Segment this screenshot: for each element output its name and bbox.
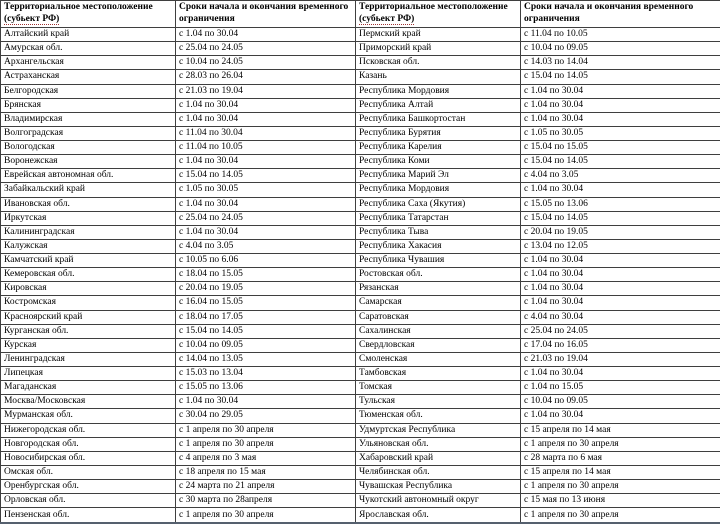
dates-cell: с 10.05 по 6.06 bbox=[176, 254, 356, 268]
region-cell: Амурская обл. bbox=[1, 42, 176, 56]
dates-cell: с 16.04 по 15.05 bbox=[176, 296, 356, 310]
dates-cell: с 10.04 по 09.05 bbox=[176, 338, 356, 352]
table-row bbox=[1, 423, 720, 437]
dates-cell: с 15 апреля по 14 мая bbox=[521, 465, 720, 479]
region-cell: Астраханская bbox=[1, 70, 176, 84]
dates-cell: с 1 апреля по 30 апреля bbox=[176, 437, 356, 451]
dates-cell: с 11.04 по 30.04 bbox=[176, 126, 356, 140]
region-cell: Республика Башкортостан bbox=[356, 112, 521, 126]
dates-cell: с 1.04 по 30.04 bbox=[521, 254, 720, 268]
header-location-right-line1: Территориальное местоположение bbox=[359, 2, 508, 12]
table-row bbox=[1, 56, 720, 70]
region-cell: Иркутская bbox=[1, 211, 176, 225]
dates-cell: с 1.04 по 30.04 bbox=[521, 98, 720, 112]
dates-cell: с 1.04 по 30.04 bbox=[521, 296, 720, 310]
region-cell: Омская обл. bbox=[1, 465, 176, 479]
table-row bbox=[1, 239, 720, 253]
table-row bbox=[1, 381, 720, 395]
dates-cell: с 25.04 по 24.05 bbox=[176, 211, 356, 225]
table-row bbox=[1, 395, 720, 409]
region-cell: Москва/Московская bbox=[1, 395, 176, 409]
header-location-left-line1: Территориальное местоположение bbox=[4, 2, 153, 12]
region-cell: Республика Хакасия bbox=[356, 239, 521, 253]
table-row bbox=[1, 437, 720, 451]
header-location-right-line2: (субьект РФ) bbox=[359, 14, 415, 24]
dates-cell: с 21.03 по 19.04 bbox=[521, 352, 720, 366]
region-cell: Орловская обл. bbox=[1, 494, 176, 508]
region-cell: Самарская bbox=[356, 296, 521, 310]
dates-cell: с 4.04 по 3.05 bbox=[176, 239, 356, 253]
dates-cell: с 1.04 по 30.04 bbox=[176, 395, 356, 409]
table-body bbox=[1, 28, 720, 524]
table-row bbox=[1, 254, 720, 268]
dates-cell: с 4.04 по 3.05 bbox=[521, 169, 720, 183]
dates-cell: с 1.04 по 30.04 bbox=[176, 28, 356, 42]
region-cell: Кемеровская обл. bbox=[1, 268, 176, 282]
region-cell: Костромская bbox=[1, 296, 176, 310]
region-cell: Вологодская bbox=[1, 141, 176, 155]
dates-cell: с 1.04 по 30.04 bbox=[521, 112, 720, 126]
dates-cell: с 4.04 по 30.04 bbox=[521, 310, 720, 324]
region-cell: Удмуртская Республика bbox=[356, 423, 521, 437]
region-cell: Белгородская bbox=[1, 84, 176, 98]
region-cell: Пензенская обл. bbox=[1, 508, 176, 523]
region-cell: Тамбовская bbox=[356, 367, 521, 381]
dates-cell: с 15.04 по 14.05 bbox=[521, 70, 720, 84]
region-cell: Чувашская Республика bbox=[356, 480, 521, 494]
table-row bbox=[1, 324, 720, 338]
table-row bbox=[1, 155, 720, 169]
dates-cell: с 4 апреля по 3 мая bbox=[176, 451, 356, 465]
region-cell: Республика Тыва bbox=[356, 225, 521, 239]
region-cell: Хабаровский край bbox=[356, 451, 521, 465]
dates-cell: с 28.03 по 26.04 bbox=[176, 70, 356, 84]
dates-cell: с 1.04 по 30.04 bbox=[176, 112, 356, 126]
region-cell: Владимирская bbox=[1, 112, 176, 126]
region-cell: Брянская bbox=[1, 98, 176, 112]
region-cell: Рязанская bbox=[356, 282, 521, 296]
region-cell: Свердловская bbox=[356, 338, 521, 352]
dates-cell: с 1.05 по 30.05 bbox=[176, 183, 356, 197]
region-cell: Республика Мордовия bbox=[356, 183, 521, 197]
dates-cell: с 1 апреля по 30 апреля bbox=[521, 508, 720, 523]
dates-cell: с 15.04 по 14.05 bbox=[176, 324, 356, 338]
table-row bbox=[1, 70, 720, 84]
dates-cell: с 14.03 по 14.04 bbox=[521, 56, 720, 70]
dates-cell: с 17.04 по 16.05 bbox=[521, 338, 720, 352]
region-cell: Курганская обл. bbox=[1, 324, 176, 338]
dates-cell: с 18.04 по 15.05 bbox=[176, 268, 356, 282]
table-row bbox=[1, 211, 720, 225]
table-row bbox=[1, 268, 720, 282]
table-row bbox=[1, 508, 720, 523]
region-cell: Республика Бурятия bbox=[356, 126, 521, 140]
dates-cell: с 1.04 по 30.04 bbox=[521, 183, 720, 197]
region-cell: Мурманская обл. bbox=[1, 409, 176, 423]
table-row bbox=[1, 126, 720, 140]
region-cell: Тюменская обл. bbox=[356, 409, 521, 423]
region-cell: Липецкая bbox=[1, 367, 176, 381]
dates-cell: с 28 марта по 6 мая bbox=[521, 451, 720, 465]
region-cell: Ивановская обл. bbox=[1, 197, 176, 211]
dates-cell: с 25.04 по 24.05 bbox=[176, 42, 356, 56]
region-cell: Республика Коми bbox=[356, 155, 521, 169]
table-row bbox=[1, 352, 720, 366]
dates-cell: с 15 мая по 13 июня bbox=[521, 494, 720, 508]
table-row bbox=[1, 338, 720, 352]
table-row bbox=[1, 480, 720, 494]
region-cell: Кировская bbox=[1, 282, 176, 296]
dates-cell: с 15.05 по 13.06 bbox=[176, 381, 356, 395]
region-cell: Пермский край bbox=[356, 28, 521, 42]
table-row bbox=[1, 451, 720, 465]
dates-cell: с 1.04 по 30.04 bbox=[521, 282, 720, 296]
dates-cell: с 18 апреля по 15 мая bbox=[176, 465, 356, 479]
region-cell: Приморский край bbox=[356, 42, 521, 56]
region-cell: Республика Марий Эл bbox=[356, 169, 521, 183]
region-cell: Волгоградская bbox=[1, 126, 176, 140]
region-cell: Калужская bbox=[1, 239, 176, 253]
dates-cell: с 21.03 по 19.04 bbox=[176, 84, 356, 98]
dates-cell: с 1.04 по 30.04 bbox=[521, 367, 720, 381]
table-row bbox=[1, 112, 720, 126]
dates-cell: с 1 апреля по 30 апреля bbox=[521, 480, 720, 494]
region-cell: Забайкальский край bbox=[1, 183, 176, 197]
region-cell: Республика Мордовия bbox=[356, 84, 521, 98]
dates-cell: с 11.04 по 10.05 bbox=[176, 141, 356, 155]
region-cell: Псковская обл. bbox=[356, 56, 521, 70]
dates-cell: с 11.04 по 10.05 bbox=[521, 28, 720, 42]
dates-cell: с 10.04 по 24.05 bbox=[176, 56, 356, 70]
region-cell: Калининградская bbox=[1, 225, 176, 239]
dates-cell: с 15.04 по 15.05 bbox=[521, 141, 720, 155]
dates-cell: с 1 апреля по 30 апреля bbox=[521, 437, 720, 451]
region-cell: Ярославская обл. bbox=[356, 508, 521, 523]
header-row bbox=[1, 1, 720, 28]
dates-cell: с 1.05 по 30.05 bbox=[521, 126, 720, 140]
table-row bbox=[1, 310, 720, 324]
region-cell: Курская bbox=[1, 338, 176, 352]
region-cell: Республика Саха (Якутия) bbox=[356, 197, 521, 211]
table-row bbox=[1, 197, 720, 211]
dates-cell: с 15.04 по 14.05 bbox=[521, 211, 720, 225]
table-row bbox=[1, 494, 720, 508]
region-cell: Ростовская обл. bbox=[356, 268, 521, 282]
table-row bbox=[1, 98, 720, 112]
table-row bbox=[1, 296, 720, 310]
region-cell: Челябинская обл. bbox=[356, 465, 521, 479]
dates-cell: с 1.04 по 30.04 bbox=[176, 155, 356, 169]
table-row bbox=[1, 183, 720, 197]
region-cell: Смоленская bbox=[356, 352, 521, 366]
table-row bbox=[1, 465, 720, 479]
table-row bbox=[1, 141, 720, 155]
dates-cell: с 15.04 по 14.05 bbox=[521, 155, 720, 169]
region-cell: Саратовская bbox=[356, 310, 521, 324]
region-cell: Красноярский край bbox=[1, 310, 176, 324]
dates-cell: с 13.04 по 12.05 bbox=[521, 239, 720, 253]
region-cell: Сахалинская bbox=[356, 324, 521, 338]
region-cell: Республика Чувашия bbox=[356, 254, 521, 268]
header-location-left bbox=[1, 1, 176, 28]
table-row bbox=[1, 367, 720, 381]
table-row bbox=[1, 225, 720, 239]
region-cell: Оренбургская обл. bbox=[1, 480, 176, 494]
dates-cell: с 1 апреля по 30 апреля bbox=[176, 508, 356, 523]
dates-cell: с 1.04 по 30.04 bbox=[176, 225, 356, 239]
dates-cell: с 18.04 по 17.05 bbox=[176, 310, 356, 324]
region-cell: Томская bbox=[356, 381, 521, 395]
dates-cell: с 1 апреля по 30 апреля bbox=[176, 423, 356, 437]
header-dates-left: Сроки начала и окончания временного ограничения bbox=[176, 1, 356, 28]
header-location-left-line2: (субьект РФ) bbox=[4, 14, 60, 24]
dates-cell: с 30.04 по 29.05 bbox=[176, 409, 356, 423]
header-location-right bbox=[356, 1, 521, 28]
region-cell: Новосибирская обл. bbox=[1, 451, 176, 465]
table-row bbox=[1, 169, 720, 183]
dates-cell: с 24 марта по 21 апреля bbox=[176, 480, 356, 494]
dates-cell: с 25.04 по 24.05 bbox=[521, 324, 720, 338]
dates-cell: с 20.04 по 19.05 bbox=[176, 282, 356, 296]
region-cell: Архангельская bbox=[1, 56, 176, 70]
dates-cell: с 15.03 по 13.04 bbox=[176, 367, 356, 381]
region-cell: Новгородская обл. bbox=[1, 437, 176, 451]
dates-cell: с 15 апреля по 14 мая bbox=[521, 423, 720, 437]
dates-cell: с 1.04 по 30.04 bbox=[521, 84, 720, 98]
dates-cell: с 30 марта по 28апреля bbox=[176, 494, 356, 508]
region-cell: Республика Татарстан bbox=[356, 211, 521, 225]
dates-cell: с 1.04 по 30.04 bbox=[521, 409, 720, 423]
region-cell: Нижегородская обл. bbox=[1, 423, 176, 437]
dates-cell: с 1.04 по 30.04 bbox=[521, 268, 720, 282]
region-cell: Казань bbox=[356, 70, 521, 84]
header-dates-right: Сроки начала и окончания временного ограничения bbox=[521, 1, 720, 28]
table-row bbox=[1, 84, 720, 98]
region-cell: Магаданская bbox=[1, 381, 176, 395]
region-cell: Еврейская автономная обл. bbox=[1, 169, 176, 183]
dates-cell: с 10.04 по 09.05 bbox=[521, 42, 720, 56]
dates-cell: с 20.04 по 19.05 bbox=[521, 225, 720, 239]
table-row bbox=[1, 42, 720, 56]
dates-cell: с 15.04 по 14.05 bbox=[176, 169, 356, 183]
table-row bbox=[1, 282, 720, 296]
region-cell: Ленинградская bbox=[1, 352, 176, 366]
dates-cell: с 10.04 по 09.05 bbox=[521, 395, 720, 409]
table-row bbox=[1, 409, 720, 423]
dates-cell: с 14.04 по 13.05 bbox=[176, 352, 356, 366]
dates-cell: с 1.04 по 30.04 bbox=[176, 98, 356, 112]
region-cell: Алтайский край bbox=[1, 28, 176, 42]
dates-cell: с 15.05 по 13.06 bbox=[521, 197, 720, 211]
region-cell: Тульская bbox=[356, 395, 521, 409]
table-row bbox=[1, 28, 720, 42]
region-cell: Республика Алтай bbox=[356, 98, 521, 112]
region-cell: Республика Карелия bbox=[356, 141, 521, 155]
region-cell: Ульяновская обл. bbox=[356, 437, 521, 451]
dates-cell: с 1.04 по 15.05 bbox=[521, 381, 720, 395]
dates-cell: с 1.04 по 30.04 bbox=[176, 197, 356, 211]
region-cell: Воронежская bbox=[1, 155, 176, 169]
region-cell: Чукотский автономный округ bbox=[356, 494, 521, 508]
region-cell: Камчатский край bbox=[1, 254, 176, 268]
